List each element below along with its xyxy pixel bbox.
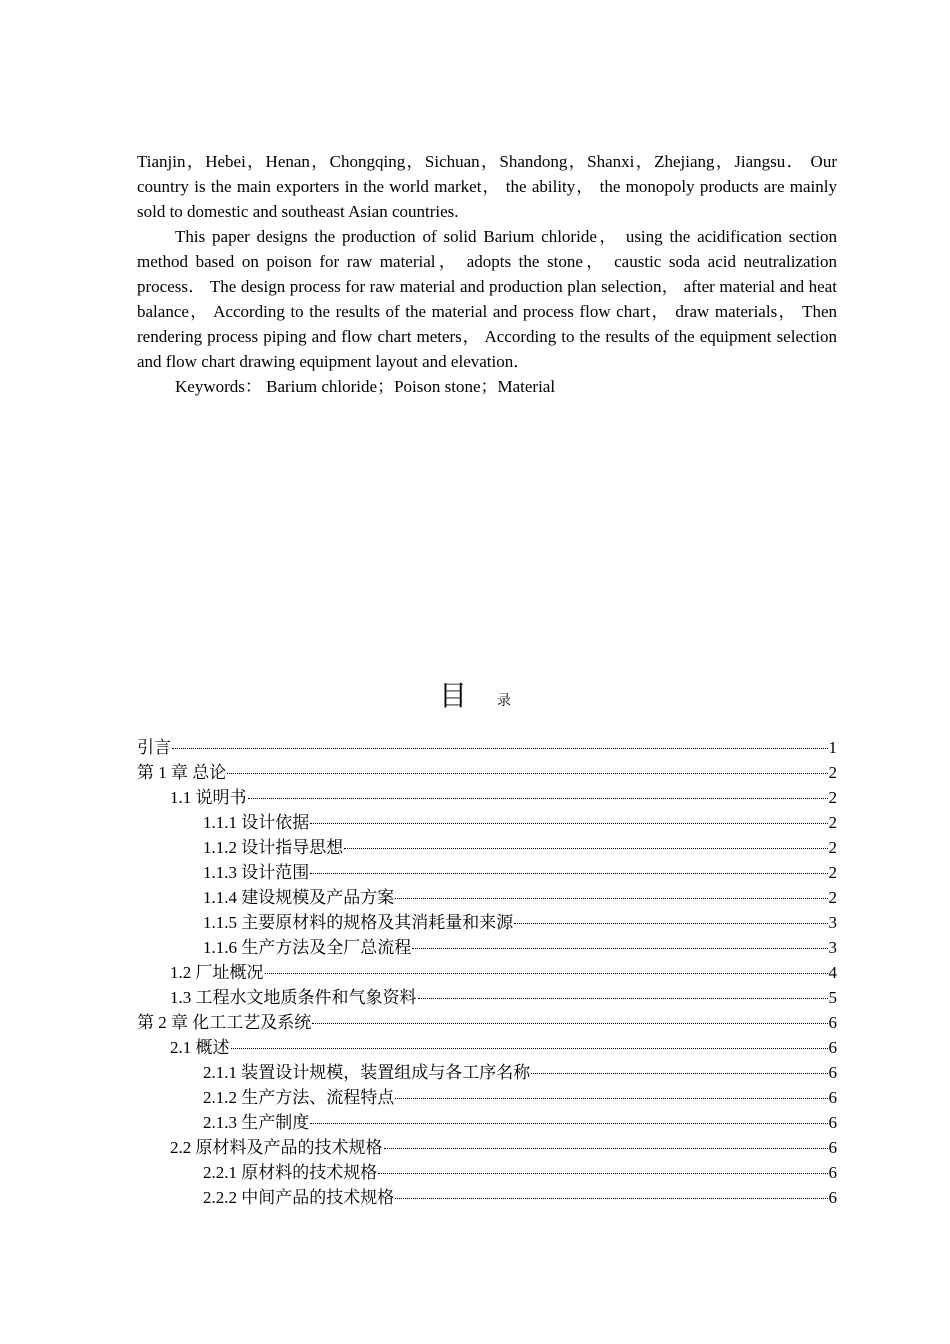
toc-leader-dots [531,1072,827,1074]
toc-entry[interactable] [137,835,837,860]
toc-entry-label: 2.2 原材料及产品的技术规格 [170,1138,383,1157]
toc-entry[interactable] [137,985,837,1010]
toc-entry[interactable] [137,1160,837,1185]
toc-entry-page: 6 [828,1013,837,1032]
toc-entry-page: 6 [828,1038,837,1057]
toc-entry-label: 2.1.3 生产制度 [203,1113,310,1132]
toc-entry-page: 2 [828,788,837,807]
toc-entry-label: 2.1.2 生产方法、流程特点 [203,1088,395,1107]
toc-entry-label: 1.1 说明书 [170,788,247,807]
toc-entry-label: 1.3 工程水文地质条件和气象资料 [170,988,417,1007]
abstract-paragraph-1: Tianjin，Hebei，Henan，Chongqing，Sichuan，Shandong，Shanxi，Zhejiang，Jiangsu． Our country is the main exporters in the world market， the ability， the monopoly products are mainly sold to domestic and southeast Asian countries. [137,152,837,221]
abstract-section [137,149,837,399]
toc-entry[interactable] [137,910,837,935]
toc-entry-label: 引言 [137,738,171,757]
toc-entry-label: 1.1.4 建设规模及产品方案 [203,888,395,907]
toc-title-secondary: 录 [497,693,511,709]
toc-entry[interactable] [137,860,837,885]
toc-entry[interactable] [137,885,837,910]
toc-entry[interactable] [137,760,837,785]
toc-entry-page: 2 [828,838,837,857]
toc-entry-page: 2 [828,813,837,832]
toc-entry-label: 1.1.6 生产方法及全厂总流程 [203,938,412,957]
toc-entry[interactable] [137,935,837,960]
toc-leader-dots [312,1022,827,1024]
toc-leader-dots [310,1122,827,1124]
toc-entry-label: 2.2.1 原材料的技术规格 [203,1163,378,1182]
toc-entry[interactable] [137,735,837,760]
toc-entry-label: 2.1 概述 [170,1038,230,1057]
toc-leader-dots [227,772,827,774]
toc-entry-page: 2 [828,888,837,907]
toc-entry-page: 6 [828,1063,837,1082]
toc-entry-label: 1.1.1 设计依据 [203,813,310,832]
toc-entry-page: 5 [828,988,837,1007]
toc-entry-page: 2 [828,863,837,882]
toc-entry-page: 6 [828,1188,837,1207]
toc-entry-label: 第 1 章 总论 [137,763,227,782]
toc-entry[interactable] [137,1035,837,1060]
toc-leader-dots [231,1047,828,1049]
toc-entry-page: 6 [828,1113,837,1132]
toc-leader-dots [344,847,827,849]
toc-leader-dots [248,797,828,799]
toc-entry-page: 3 [828,913,837,932]
toc-leader-dots [395,1197,827,1199]
toc-entry-label: 1.1.2 设计指导思想 [203,838,344,857]
toc-entry-label: 第 2 章 化工工艺及系统 [137,1013,312,1032]
toc-leader-dots [395,897,827,899]
toc-entry[interactable] [137,810,837,835]
toc-leader-dots [265,972,828,974]
toc-title-main: 目 [438,679,467,712]
toc-leader-dots [384,1147,828,1149]
abstract-paragraph-2: This paper designs the production of solid Barium chloride， using the acidification section method based on poison for raw material， adopts the stone， caustic soda acid neutralization process． The design process for raw material and production plan selection， after material and heat balance， According to the results of the material and process flow chart， draw materials， Then rendering process piping and flow chart meters， According to the results of the equipment selection and flow chart drawing equipment layout and elevation． [137,227,837,371]
toc-entry-page: 2 [828,763,837,782]
toc-entry-label: 2.2.2 中间产品的技术规格 [203,1188,395,1207]
toc-entry-label: 1.1.3 设计范围 [203,863,310,882]
toc-entry-page: 6 [828,1163,837,1182]
toc-leader-dots [310,822,827,824]
table-of-contents [137,735,837,1210]
toc-leader-dots [395,1097,827,1099]
toc-title [0,674,950,714]
toc-entry[interactable] [137,785,837,810]
toc-entry-page: 3 [828,938,837,957]
toc-entry[interactable] [137,1010,837,1035]
toc-leader-dots [310,872,827,874]
toc-leader-dots [418,997,828,999]
toc-entry-label: 1.1.5 主要原材料的规格及其消耗量和来源 [203,913,514,932]
toc-entry-page: 6 [828,1088,837,1107]
toc-entry-label: 2.1.1 装置设计规模，装置组成与各工序名称 [203,1063,531,1082]
toc-entry[interactable] [137,1085,837,1110]
toc-leader-dots [378,1172,827,1174]
toc-leader-dots [412,947,827,949]
toc-entry-page: 6 [828,1138,837,1157]
toc-entry[interactable] [137,1060,837,1085]
toc-entry[interactable] [137,1135,837,1160]
toc-leader-dots [172,747,828,749]
toc-entry[interactable] [137,960,837,985]
keywords-line: Keywords： Barium chloride；Poison stone；Material [175,377,556,396]
toc-entry-label: 1.2 厂址概况 [170,963,264,982]
toc-entry[interactable] [137,1185,837,1210]
toc-entry[interactable] [137,1110,837,1135]
toc-leader-dots [514,922,827,924]
toc-entry-page: 4 [828,963,837,982]
toc-entry-page: 1 [828,738,837,757]
